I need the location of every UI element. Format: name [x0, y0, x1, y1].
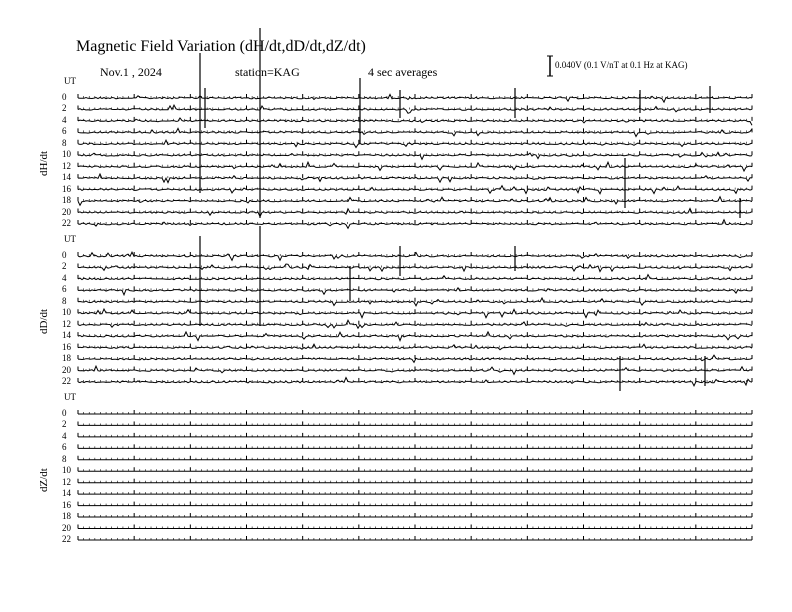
hour-label: 16 [62, 183, 71, 194]
hour-label: 6 [62, 284, 67, 295]
hour-label: 4 [62, 272, 67, 283]
hour-label: 10 [62, 149, 71, 160]
hour-label: 16 [62, 499, 71, 510]
hour-label: 12 [62, 476, 71, 487]
hour-label: 0 [62, 92, 67, 102]
hour-label: 2 [62, 103, 67, 114]
hour-label: 16 [62, 341, 71, 352]
panel-label: dH/dt [38, 150, 50, 176]
date-label: Nov.1 , 2024 [100, 65, 162, 79]
chart-title: Magnetic Field Variation (dH/dt,dD/dt,dZ/dt) [76, 38, 366, 55]
hour-label: 4 [62, 430, 67, 441]
hour-label: 20 [62, 364, 71, 375]
hour-label: 4 [62, 114, 67, 125]
panel-label: dD/dt [38, 308, 50, 334]
hour-label: 14 [62, 488, 71, 499]
hour-label: 8 [62, 137, 67, 148]
hour-label: 20 [62, 522, 71, 533]
panel-label: dZ/dt [38, 468, 50, 492]
station-label: station=KAG [235, 65, 300, 79]
hour-label: 18 [62, 353, 71, 364]
hour-label: 20 [62, 206, 71, 217]
averaging-label: 4 sec averages [368, 65, 438, 79]
ut-axis-label: UT [64, 76, 76, 86]
hour-label: 12 [62, 318, 71, 329]
hour-label: 22 [62, 217, 71, 228]
hour-label: 18 [62, 511, 71, 522]
hour-label: 12 [62, 160, 71, 171]
hour-label: 6 [62, 442, 67, 453]
hour-label: 14 [62, 172, 71, 183]
hour-label: 14 [62, 330, 71, 341]
hour-label: 10 [62, 465, 71, 476]
hour-label: 18 [62, 195, 71, 206]
hour-label: 6 [62, 126, 67, 137]
scale-bar-label: 0.040V (0.1 V/nT at 0.1 Hz at KAG) [555, 60, 688, 70]
hour-label: 2 [62, 261, 67, 272]
hour-label: 22 [62, 533, 71, 544]
hour-label: 0 [62, 250, 67, 260]
ut-axis-label: UT [64, 392, 76, 402]
hour-label: 22 [62, 375, 71, 386]
ut-axis-label: UT [64, 234, 76, 244]
hour-label: 10 [62, 307, 71, 318]
hour-label: 2 [62, 419, 67, 430]
hour-label: 8 [62, 295, 67, 306]
hour-label: 8 [62, 453, 67, 464]
hour-label: 0 [62, 408, 67, 418]
